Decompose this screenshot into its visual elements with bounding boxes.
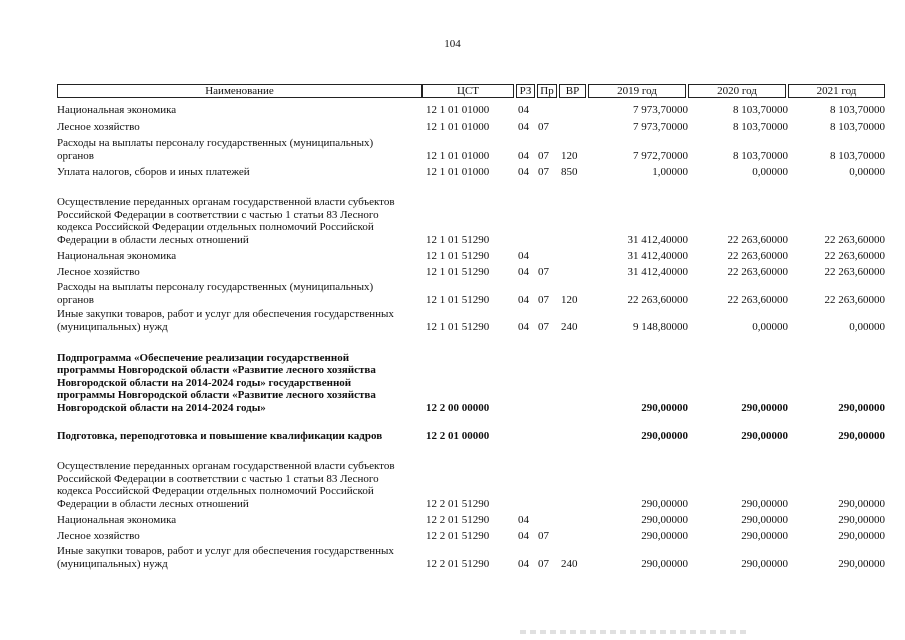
page-number: 104: [444, 38, 461, 50]
cell-name: Уплата налогов, сборов и иных платежей: [57, 165, 250, 178]
cell-y2019: 290,00000: [641, 557, 688, 570]
cell-name: Лесное хозяйство: [57, 529, 140, 542]
cell-name: Осуществление переданных органам государственной власти субъектов Российской Федерации в соответствии с частью 1 статьи 83 Лесного кодекса Российской Федерации отдельных полномочий Российской Федерации в области лесных отношений: [57, 460, 395, 510]
cell-y2019: 290,00000: [641, 497, 688, 510]
cell-y2021: 8 103,70000: [830, 103, 885, 116]
cell-pr: 07: [538, 149, 549, 162]
table-row: [0, 448, 905, 510]
table-row: [0, 513, 905, 526]
cell-y2019: 7 973,70000: [633, 103, 688, 116]
header-rz: РЗ: [516, 84, 535, 98]
cell-y2021: 290,00000: [838, 557, 885, 570]
cell-cst: 12 1 01 51290: [426, 265, 490, 278]
cell-y2019: 290,00000: [641, 429, 688, 442]
cell-y2020: 290,00000: [741, 513, 788, 526]
cell-y2021: 0,00000: [849, 165, 885, 178]
cell-y2021: 22 263,60000: [824, 265, 885, 278]
cell-cst: 12 1 01 51290: [426, 249, 490, 262]
cell-y2020: 22 263,60000: [727, 249, 788, 262]
cell-name: Лесное хозяйство: [57, 120, 140, 133]
cell-y2020: 22 263,60000: [727, 233, 788, 246]
cell-y2020: 8 103,70000: [733, 103, 788, 116]
cell-rz: 04: [518, 529, 529, 542]
cell-y2021: 290,00000: [838, 497, 885, 510]
header-2021: 2021 год: [788, 84, 885, 98]
cell-y2019: 22 263,60000: [627, 293, 688, 306]
cell-y2019: 31 412,40000: [627, 249, 688, 262]
cell-y2020: 290,00000: [741, 429, 788, 442]
table-row: [0, 307, 905, 333]
cell-pr: 07: [538, 293, 549, 306]
cell-pr: 07: [538, 265, 549, 278]
cell-vr: 240: [561, 557, 578, 570]
cell-name: Подпрограмма «Обеспечение реализации государственной программы Новгородской области «Развитие лесного хозяйства Новгородской области на 2014-2024 годы» государственной программы Новгородской области «Развитие лесного хозяйства Новгородской области на 2014-2024 годы»: [57, 351, 376, 414]
table-row: [0, 165, 905, 178]
header-2020: 2020 год: [688, 84, 786, 98]
cell-y2020: 0,00000: [752, 165, 788, 178]
cell-y2020: 22 263,60000: [727, 265, 788, 278]
cell-name: Лесное хозяйство: [57, 265, 140, 278]
cell-pr: 07: [538, 165, 549, 178]
header-pr: Пр: [537, 84, 557, 98]
cell-cst: 12 2 01 51290: [426, 497, 490, 510]
cell-pr: 07: [538, 320, 549, 333]
cell-y2019: 31 412,40000: [627, 265, 688, 278]
table-row: [0, 544, 905, 570]
cell-vr: 240: [561, 320, 578, 333]
cell-y2021: 22 263,60000: [824, 249, 885, 262]
cell-cst: 12 2 01 51290: [426, 529, 490, 542]
cell-pr: 07: [538, 529, 549, 542]
cell-y2020: 8 103,70000: [733, 149, 788, 162]
cell-name: Иные закупки товаров, работ и услуг для обеспечения государственных (муниципальных) нужд: [57, 308, 394, 333]
cell-cst: 12 2 00 00000: [426, 401, 490, 414]
cell-name: Национальная экономика: [57, 249, 177, 262]
cell-y2020: 22 263,60000: [727, 293, 788, 306]
table-row: [0, 265, 905, 278]
cell-y2019: 290,00000: [641, 401, 688, 414]
table-row: [0, 280, 905, 306]
cell-y2021: 290,00000: [838, 513, 885, 526]
cell-pr: 07: [538, 120, 549, 133]
cell-rz: 04: [518, 120, 529, 133]
cell-rz: 04: [518, 265, 529, 278]
cell-y2020: 290,00000: [741, 557, 788, 570]
cell-vr: 120: [561, 149, 578, 162]
cell-cst: 12 1 01 51290: [426, 233, 490, 246]
cell-cst: 12 1 01 01000: [426, 103, 490, 116]
cell-name: Расходы на выплаты персоналу государственных (муниципальных) органов: [57, 281, 374, 306]
cell-y2019: 1,00000: [652, 165, 688, 178]
cell-y2019: 290,00000: [641, 529, 688, 542]
cell-y2019: 290,00000: [641, 513, 688, 526]
cell-y2019: 7 972,70000: [633, 149, 688, 162]
cell-cst: 12 1 01 01000: [426, 120, 490, 133]
cell-y2020: 290,00000: [741, 401, 788, 414]
cell-name: Иные закупки товаров, работ и услуг для обеспечения государственных (муниципальных) нужд: [57, 545, 394, 570]
scan-artifact: [520, 630, 750, 634]
cell-rz: 04: [518, 165, 529, 178]
cell-y2021: 8 103,70000: [830, 149, 885, 162]
cell-y2020: 8 103,70000: [733, 120, 788, 133]
cell-y2021: 22 263,60000: [824, 233, 885, 246]
header-cst: ЦСТ: [422, 84, 514, 98]
table-row: [0, 416, 905, 442]
cell-cst: 12 2 01 51290: [426, 513, 490, 526]
cell-name: Подготовка, переподготовка и повышение квалификации кадров: [57, 429, 383, 442]
cell-pr: 07: [538, 557, 549, 570]
cell-cst: 12 1 01 01000: [426, 165, 490, 178]
cell-vr: 120: [561, 293, 578, 306]
cell-vr: 850: [561, 165, 578, 178]
table-row: [0, 103, 905, 116]
cell-rz: 04: [518, 103, 529, 116]
table-row: [0, 338, 905, 414]
table-row: [0, 184, 905, 246]
header-vr: ВР: [559, 84, 586, 98]
header-name: Наименование: [57, 84, 422, 98]
cell-cst: 12 1 01 01000: [426, 149, 490, 162]
cell-rz: 04: [518, 293, 529, 306]
cell-y2021: 8 103,70000: [830, 120, 885, 133]
table-row: [0, 529, 905, 542]
cell-name: Национальная экономика: [57, 513, 177, 526]
cell-y2019: 7 973,70000: [633, 120, 688, 133]
cell-rz: 04: [518, 149, 529, 162]
cell-y2021: 290,00000: [838, 401, 885, 414]
cell-y2021: 22 263,60000: [824, 293, 885, 306]
cell-name: Расходы на выплаты персоналу государственных (муниципальных) органов: [57, 137, 374, 162]
cell-cst: 12 2 01 00000: [426, 429, 490, 442]
cell-y2020: 290,00000: [741, 497, 788, 510]
cell-rz: 04: [518, 513, 529, 526]
cell-y2019: 9 148,80000: [633, 320, 688, 333]
cell-y2019: 31 412,40000: [627, 233, 688, 246]
cell-rz: 04: [518, 320, 529, 333]
cell-name: Осуществление переданных органам государственной власти субъектов Российской Федерации в соответствии с частью 1 статьи 83 Лесного кодекса Российской Федерации отдельных полномочий Российской Федерации в области лесных отношений: [57, 196, 395, 246]
cell-y2021: 290,00000: [838, 529, 885, 542]
cell-rz: 04: [518, 249, 529, 262]
table-row: [0, 249, 905, 262]
cell-y2020: 0,00000: [752, 320, 788, 333]
table-row: [0, 136, 905, 162]
cell-y2021: 0,00000: [849, 320, 885, 333]
cell-cst: 12 2 01 51290: [426, 557, 490, 570]
cell-rz: 04: [518, 557, 529, 570]
cell-y2021: 290,00000: [838, 429, 885, 442]
cell-cst: 12 1 01 51290: [426, 320, 490, 333]
cell-name: Национальная экономика: [57, 103, 177, 116]
cell-cst: 12 1 01 51290: [426, 293, 490, 306]
cell-y2020: 290,00000: [741, 529, 788, 542]
table-row: [0, 120, 905, 133]
header-2019: 2019 год: [588, 84, 686, 98]
